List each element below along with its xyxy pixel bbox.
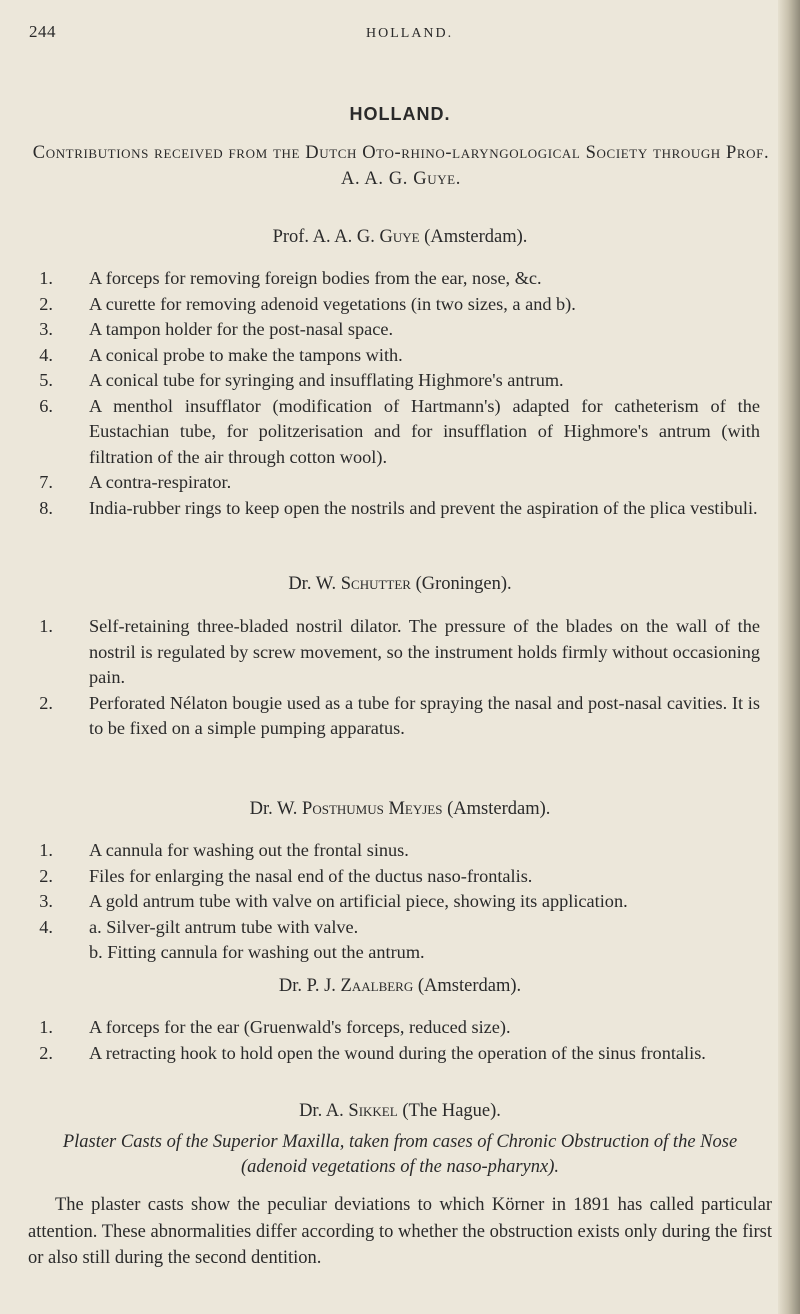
item-number: 3. [39, 319, 53, 339]
list-item [0, 838, 760, 864]
page-title: HOLLAND. [349, 104, 451, 124]
heading-prefix: Dr. A. [299, 1101, 344, 1121]
item-number: 1. [39, 616, 53, 636]
heading-name: Schutter [340, 574, 411, 594]
page-number: 244 [29, 22, 56, 41]
list-item [0, 266, 760, 292]
item-number: 6. [39, 395, 53, 416]
item-number: 8. [39, 497, 53, 518]
item-text: A forceps for removing foreign bodies from the ear, nose, &c. [89, 268, 542, 288]
item-number: 1. [39, 1017, 53, 1037]
item-text: India-rubber rings to keep open the nostrils and prevent the aspiration of the plica vestibuli. [89, 497, 758, 518]
item-text: A cannula for washing out the frontal sinus. [89, 840, 409, 860]
item-number: 2. [39, 692, 53, 713]
item-subtext: b. Fitting cannula for washing out the antrum. [89, 942, 425, 962]
item-list-schutter [0, 614, 760, 742]
list-item [0, 470, 760, 496]
item-number: 2. [39, 293, 53, 314]
heading-prefix: Prof. A. A. G. [272, 227, 375, 247]
item-text: A menthol insufflator (modification of Hartmann's) adapted for catheterism of the Eustachian tube, for politzerisation and for insufflation of Highmore's antrum (with filtration of the air through cotton wool). [89, 395, 760, 467]
list-item [0, 864, 760, 890]
item-number: 2. [39, 865, 53, 886]
heading-suffix: (The Hague). [402, 1101, 501, 1121]
intro-text: Contributions received from the Dutch Oto-rhino-laryngological Society through Prof. A. A. G. Guye. [32, 143, 770, 189]
item-text: A gold antrum tube with valve on artificial piece, showing its application. [89, 891, 628, 911]
list-item [0, 317, 760, 343]
item-text: A curette for removing adenoid vegetations (in two sizes, a and b). [89, 293, 576, 314]
item-number: 5. [39, 370, 53, 390]
item-text: A contra-respirator. [89, 472, 232, 492]
section-heading-zaalberg [0, 976, 800, 997]
item-text: Files for enlarging the nasal end of the ductus naso-frontalis. [89, 865, 533, 886]
heading-prefix: Dr. W. [288, 574, 337, 594]
heading-prefix: Dr. W. [249, 799, 298, 819]
item-text: Self-retaining three-bladed nostril dilator. The pressure of the blades on the wall of the nostril is regulated by screw movement, so the instrument holds firmly without occasioning pain. [89, 616, 760, 687]
heading-suffix: (Amsterdam). [447, 799, 551, 819]
list-item [0, 614, 760, 691]
item-text: Perforated Nélaton bougie used as a tube for spraying the nasal and post-nasal cavities. It is to be fixed on a simple pumping apparatus. [89, 692, 760, 738]
item-list-zaalberg [0, 1015, 760, 1066]
heading-suffix: (Groningen). [415, 574, 512, 594]
list-item [0, 691, 760, 742]
list-item [0, 292, 760, 318]
heading-name: Guye [379, 227, 420, 247]
item-number: 1. [39, 840, 53, 860]
list-item [0, 394, 760, 471]
heading-suffix: (Amsterdam). [424, 227, 528, 247]
heading-name: Sikkel [348, 1101, 398, 1121]
heading-name: Posthumus Meyjes [302, 799, 443, 819]
list-item [0, 889, 760, 915]
item-text: a. Silver-gilt antrum tube with valve. [89, 916, 359, 937]
item-number: 2. [39, 1042, 53, 1063]
item-number: 4. [39, 916, 53, 937]
list-item [0, 496, 760, 522]
heading-name: Zaalberg [340, 976, 414, 996]
item-text: A tampon holder for the post-nasal space. [89, 319, 394, 339]
item-list-guye [0, 266, 760, 521]
running-head: HOLLAND. [366, 26, 454, 41]
item-number: 4. [39, 344, 53, 365]
item-list-posthumus-meyjes [0, 838, 760, 966]
item-number: 3. [39, 891, 53, 911]
heading-prefix: Dr. P. J. [278, 976, 336, 996]
item-number: 1. [39, 268, 53, 288]
item-text: A retracting hook to hold open the wound during the operation of the sinus frontalis. [89, 1042, 706, 1063]
list-item [0, 1041, 760, 1067]
section-heading-guye [0, 227, 800, 248]
item-text: A conical probe to make the tampons with. [89, 344, 403, 365]
section-heading-sikkel [0, 1101, 800, 1122]
exhibit-title: Plaster Casts of the Superior Maxilla, taken from cases of Chronic Obstruction of the Nose (adenoid vegetations of the naso-pharynx). [62, 1132, 738, 1177]
section-heading-posthumus-meyjes [0, 799, 800, 820]
item-text: A conical tube for syringing and insufflating Highmore's antrum. [89, 370, 564, 390]
list-item [0, 343, 760, 369]
body-paragraph: The plaster casts show the peculiar deviations to which Körner in 1891 has called particular attention. These abnormalities differ according to whether the obstruction exists only during the first or also still during the second dentition. [28, 1195, 772, 1268]
list-item [0, 368, 760, 394]
heading-suffix: (Amsterdam). [417, 976, 522, 996]
list-item [0, 915, 760, 966]
item-text: A forceps for the ear (Gruenwald's forceps, reduced size). [89, 1017, 511, 1037]
section-heading-schutter [0, 574, 800, 595]
item-number: 7. [39, 472, 53, 492]
list-item [0, 1015, 760, 1041]
